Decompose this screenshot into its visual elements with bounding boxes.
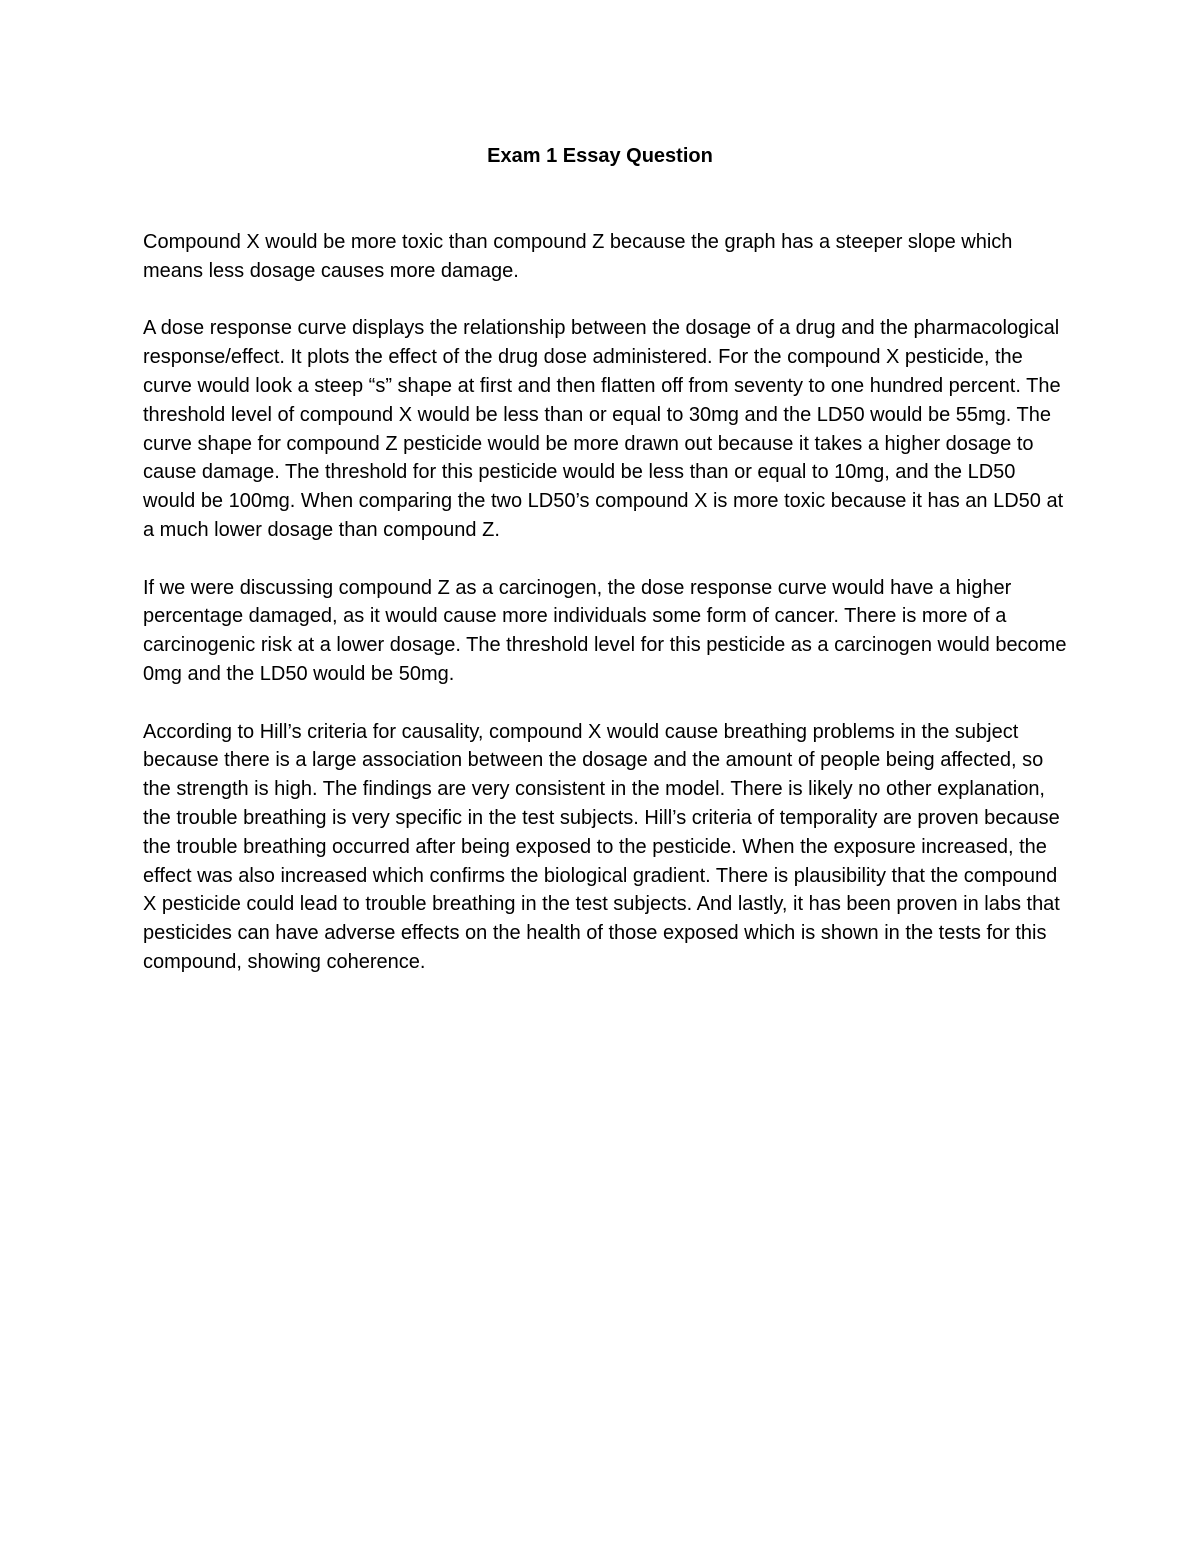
paragraph-toxicity-comparison: Compound X would be more toxic than compound Z because the graph has a steeper slope which means less dosage causes more damage. [143,231,1013,282]
document-title: Exam 1 Essay Question [487,145,713,167]
paragraph-carcinogen: If we were discussing compound Z as a carcinogen, the dose response curve would have a higher percentage damaged, as it would cause more individuals some form of cancer. There is more of a carcinogenic risk at a lower dosage. The threshold level for this pesticide as a carcinogen would become 0mg and the LD50 would be 50mg. [143,576,1067,685]
document-body [143,228,1073,1006]
paragraph-hills-criteria: According to Hill’s criteria for causality, compound X would cause breathing problems in the subject because there is a large association between the dosage and the amount of people being affected, so the strength is high. The findings are very consistent in the model. There is likely no other explanation, the trouble breathing is very specific in the test subjects. Hill’s criteria of temporality are proven because the trouble breathing occurred after being exposed to the pesticide. When the exposure increased, the effect was also increased which confirms the biological gradient. There is plausibility that the compound X pesticide could lead to trouble breathing in the test subjects. And lastly, it has been proven in labs that pesticides can have adverse effects on the health of those exposed which is shown in the tests for this compound, showing coherence. [143,720,1060,973]
paragraph-dose-response-curve: A dose response curve displays the relationship between the dosage of a drug and the pharmacological response/effect. It plots the effect of the drug dose administered. For the compound X pesticide, the curve would look a steep “s” shape at first and then flatten off from seventy to one hundred percent. The threshold level of compound X would be less than or equal to 30mg and the LD50 would be 55mg. The curve shape for compound Z pesticide would be more drawn out because it takes a higher dosage to cause damage. The threshold for this pesticide would be less than or equal to 10mg, and the LD50 would be 100mg. When comparing the two LD50’s compound X is more toxic because it has an LD50 at a much lower dosage than compound Z. [143,317,1064,541]
